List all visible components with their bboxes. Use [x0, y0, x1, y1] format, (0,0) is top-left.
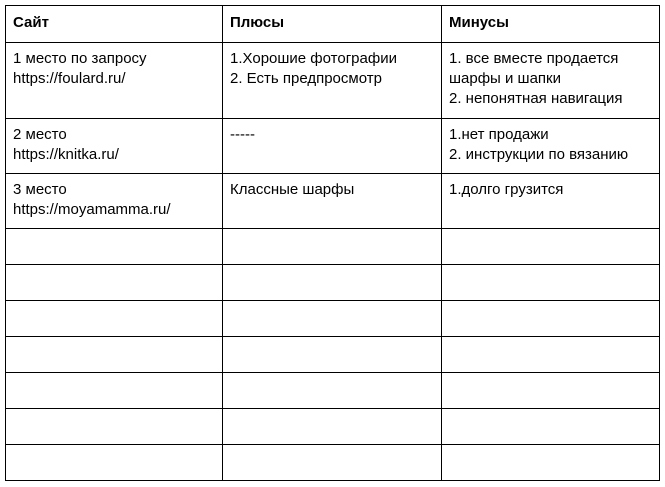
empty-row — [6, 229, 660, 265]
table-row — [6, 119, 660, 174]
empty-row — [6, 265, 660, 301]
empty-cell[interactable] — [442, 337, 660, 373]
empty-cell[interactable] — [6, 265, 223, 301]
empty-cell[interactable] — [6, 409, 223, 445]
cell-pros[interactable]: ----- — [223, 119, 442, 174]
empty-cell[interactable] — [442, 301, 660, 337]
comparison-table — [5, 5, 660, 481]
table-row — [6, 174, 660, 229]
cell-site[interactable]: 2 место https://knitka.ru/ — [6, 119, 223, 174]
document — [5, 5, 659, 481]
cell-cons[interactable]: 1.долго грузится — [442, 174, 660, 229]
empty-cell[interactable] — [223, 301, 442, 337]
empty-row — [6, 445, 660, 481]
empty-cell[interactable] — [442, 445, 660, 481]
empty-cell[interactable] — [223, 373, 442, 409]
empty-cell[interactable] — [6, 229, 223, 265]
empty-cell[interactable] — [6, 301, 223, 337]
empty-row — [6, 301, 660, 337]
empty-cell[interactable] — [223, 337, 442, 373]
empty-row — [6, 373, 660, 409]
cell-site[interactable]: 1 место по запросу https://foulard.ru/ — [6, 43, 223, 119]
cell-pros[interactable]: 1.Хорошие фотографии 2. Есть предпросмотр — [223, 43, 442, 119]
empty-cell[interactable] — [6, 445, 223, 481]
empty-cell[interactable] — [442, 265, 660, 301]
empty-cell[interactable] — [223, 229, 442, 265]
empty-cell[interactable] — [223, 445, 442, 481]
cell-pros[interactable]: Классные шарфы — [223, 174, 442, 229]
header-site: Сайт — [6, 6, 223, 43]
empty-cell[interactable] — [223, 409, 442, 445]
empty-cell[interactable] — [6, 337, 223, 373]
empty-row — [6, 409, 660, 445]
table-row — [6, 43, 660, 119]
empty-cell[interactable] — [6, 373, 223, 409]
empty-cell[interactable] — [223, 265, 442, 301]
empty-cell[interactable] — [442, 373, 660, 409]
header-pros: Плюсы — [223, 6, 442, 43]
empty-cell[interactable] — [442, 409, 660, 445]
header-cons: Минусы — [442, 6, 660, 43]
empty-cell[interactable] — [442, 229, 660, 265]
cell-cons[interactable]: 1. все вместе продается шарфы и шапки 2. непонятная навигация — [442, 43, 660, 119]
cell-site[interactable]: 3 место https://moyamamma.ru/ — [6, 174, 223, 229]
table-header-row — [6, 6, 660, 43]
empty-row — [6, 337, 660, 373]
cell-cons[interactable]: 1.нет продажи 2. инструкции по вязанию — [442, 119, 660, 174]
